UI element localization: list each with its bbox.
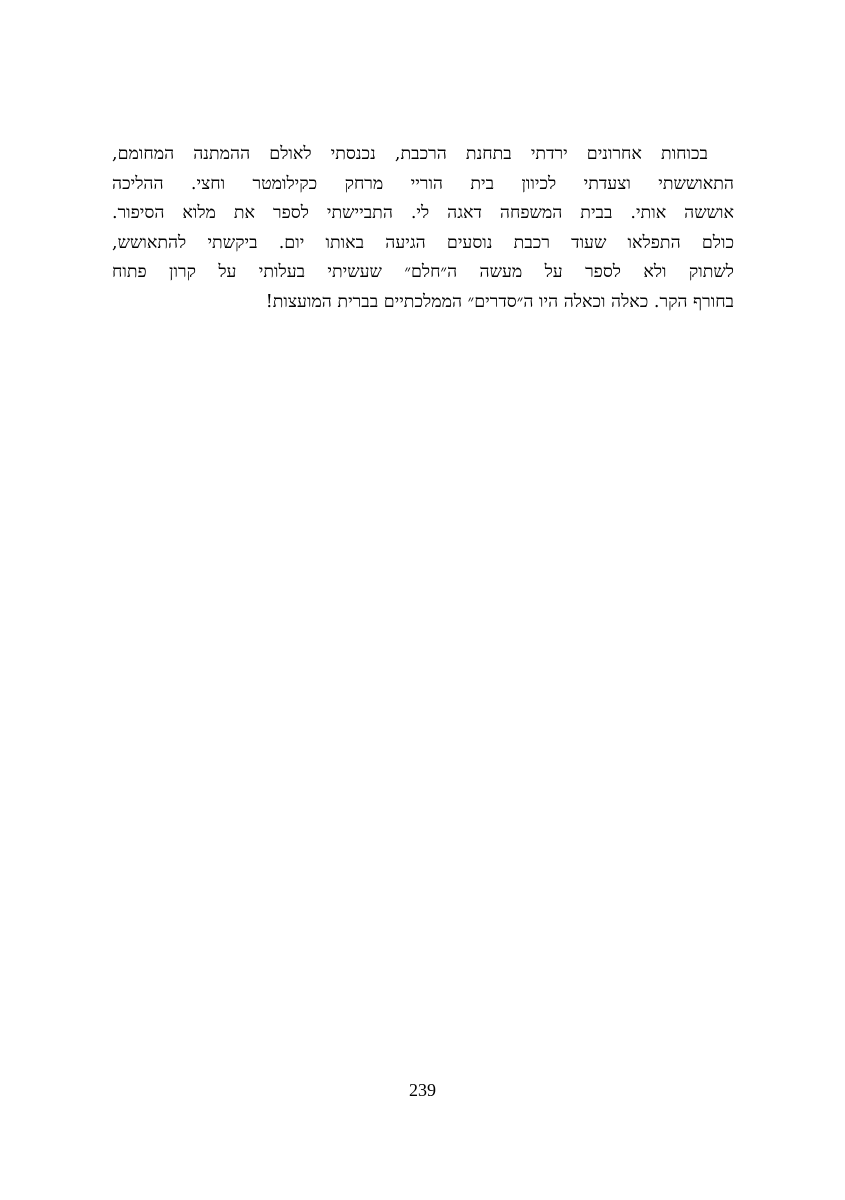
paragraph-line: בכוחות אחרונים ירדתי בתחנת הרכבת, נכנסתי לאולם ההמתנה המחומם, — [112, 144, 708, 164]
body-paragraph — [112, 140, 734, 318]
paragraph-line: התאוששתי וצעדתי לכיוון בית הוריי מרחק כקילומטר וחצי. ההליכה — [112, 173, 734, 194]
paragraph-line: כולם התפלאו שעוד רכבת נוסעים הגיעה באותו יום. ביקשתי להתאושש, — [112, 232, 734, 253]
page-number: 239 — [409, 1080, 436, 1100]
paragraph-line: אוששה אותי. בבית המשפחה דאגה לי. התביישתי לספר את מלוא הסיפור. — [112, 203, 734, 224]
paragraph-line: לשתוק ולא לספר על מעשה ה״חלם״ שעשיתי בעלותי על קרון פתוח — [112, 262, 734, 283]
paragraph-line: בחורף הקר. כאלה וכאלה היו ה״סדרים״ הממלכתיים בברית המועצות! — [265, 291, 734, 312]
